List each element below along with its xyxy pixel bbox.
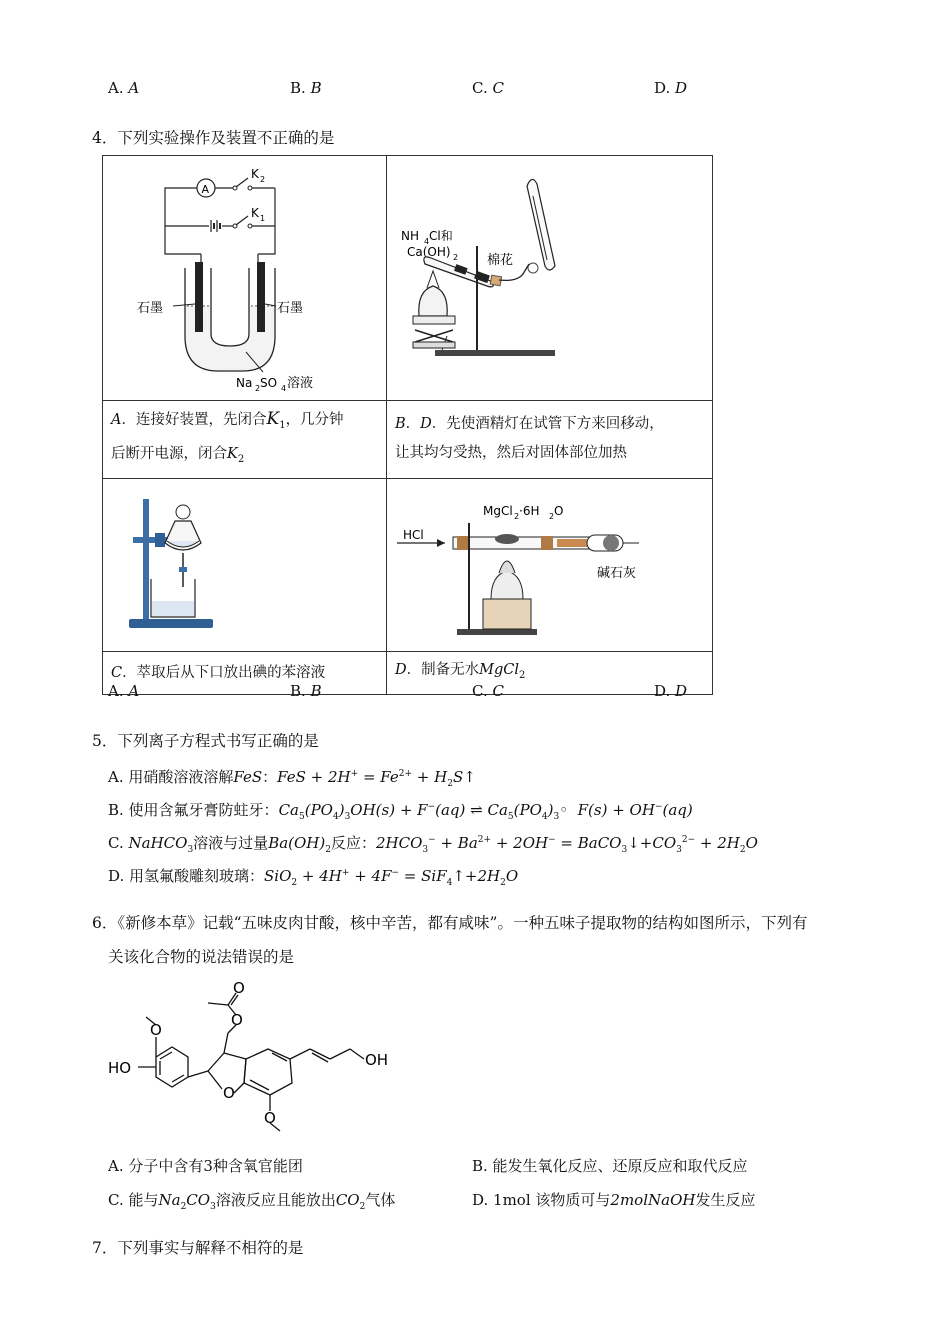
svg-text:石墨: 石墨 [277, 301, 304, 316]
caption-c: C．萃取后从下口放出碘的苯溶液 [103, 651, 387, 694]
caption-d: D．制备无水MgCl$_2$ [387, 651, 713, 694]
svg-text:O: O [223, 1084, 235, 1102]
svg-text:1: 1 [260, 214, 266, 223]
q5-option-a: A. 用硝酸溶液溶解FeS：FeS + $2H^+ = Fe^{2+}$ + $H_2S↑$ [108, 768, 476, 789]
svg-text:2: 2 [549, 511, 555, 521]
q4-option-d: D. D [654, 682, 688, 700]
q6-option-d: D. 1mol 该物质可与2molNaOH发生反应 [472, 1191, 756, 1209]
svg-text:2: 2 [514, 511, 520, 521]
svg-text:O: O [264, 1109, 276, 1127]
q4-option-c: C. C [472, 682, 504, 700]
svg-text:Na: Na [236, 376, 253, 390]
svg-text:碱石灰: 碱石灰 [597, 565, 637, 581]
q3-option-d: D. D [654, 79, 688, 97]
q6-option-a: A. 分子中含有3种含氧官能团 [108, 1157, 303, 1175]
svg-text:O: O [150, 1021, 162, 1039]
figure-a-electrolysis [103, 156, 386, 400]
svg-text:石墨: 石墨 [137, 301, 164, 316]
svg-text:A: A [201, 183, 210, 196]
svg-text:2: 2 [260, 175, 266, 184]
svg-text:·6H: ·6H [519, 503, 540, 518]
svg-text:HO: HO [108, 1059, 132, 1077]
svg-text:O: O [554, 503, 564, 518]
svg-text:MgCl: MgCl [483, 503, 513, 518]
svg-text:O: O [233, 979, 245, 997]
q6-title-line2: 关该化合物的说法错误的是 [108, 948, 295, 966]
svg-text:NH: NH [401, 229, 419, 243]
svg-text:K: K [251, 167, 259, 181]
svg-text:Cl和: Cl和 [429, 229, 453, 243]
q6-structure [104, 975, 404, 1145]
q4-apparatus-table [102, 155, 713, 695]
q7-title: 7．下列事实与解释不相符的是 [92, 1239, 304, 1257]
q4-option-b: B. B [290, 682, 322, 700]
q4-option-a: A. A [108, 682, 140, 700]
figure-b-ammonia-prep [387, 156, 712, 400]
svg-text:SO: SO [260, 376, 278, 390]
svg-text:K: K [251, 206, 259, 220]
q6-title-line1: 6．《新修本草》记载“五味皮肉甘酸，核中辛苦，都有咸味”。一种五味子提取物的结构如图所示，下列有 [92, 914, 808, 932]
q6-option-c: C. 能与$Na_2CO_3$溶液反应且能放出$CO_2$气体 [108, 1191, 396, 1212]
q5-option-b: B. 使用含氟牙膏防蛀牙：$Ca_5(PO_4)_3OH(s) + F^-(aq)$ ⇌ $Ca_5(PO_4)_3◦$ F(s) + OH−(aq) [108, 801, 693, 822]
caption-a: A．连接好装置，先闭合$K_1$，几分钟 后断开电源，闭合$K_2$ [103, 401, 387, 479]
q5-option-d: D. 用氢氟酸雕刻玻璃：$SiO_2 + 4H^+ + 4F^- = SiF_4↑+2H_2O$ [108, 867, 519, 888]
q5-option-c: C. NaHCO$_3$溶液与过量$Ba(OH)_2$反应：$2HCO_3^- + Ba^{2+} + 2OH^-$ = $BaCO_3↓+CO_3^{2-} + 2H_2O$ [108, 834, 758, 855]
q4-title: 4．下列实验操作及装置不正确的是 [92, 129, 335, 147]
svg-text:HCl: HCl [403, 527, 424, 542]
q5-title: 5．下列离子方程式书写正确的是 [92, 732, 319, 750]
svg-text:4: 4 [424, 237, 430, 246]
svg-text:4: 4 [281, 384, 287, 393]
svg-text:溶液: 溶液 [287, 376, 314, 391]
figure-c-separatory-funnel [103, 479, 386, 651]
q3-option-c: C. C [472, 79, 504, 97]
q3-option-a: A. A [108, 79, 140, 97]
svg-text:棉花: 棉花 [487, 253, 514, 268]
svg-text:Ca(OH): Ca(OH) [407, 245, 451, 259]
q3-option-b: B. B [290, 79, 322, 97]
svg-text:2: 2 [453, 253, 459, 262]
figure-d-mgcl2-prep [387, 479, 712, 651]
q6-option-b: B. 能发生氧化反应、还原反应和取代反应 [472, 1157, 748, 1175]
svg-text:OH: OH [365, 1051, 389, 1069]
caption-b: B．D．先使酒精灯在试管下方来回移动， 让其均匀受热，然后对固体部位加热 [387, 401, 713, 479]
svg-text:O: O [231, 1011, 243, 1029]
svg-text:2: 2 [255, 384, 261, 393]
